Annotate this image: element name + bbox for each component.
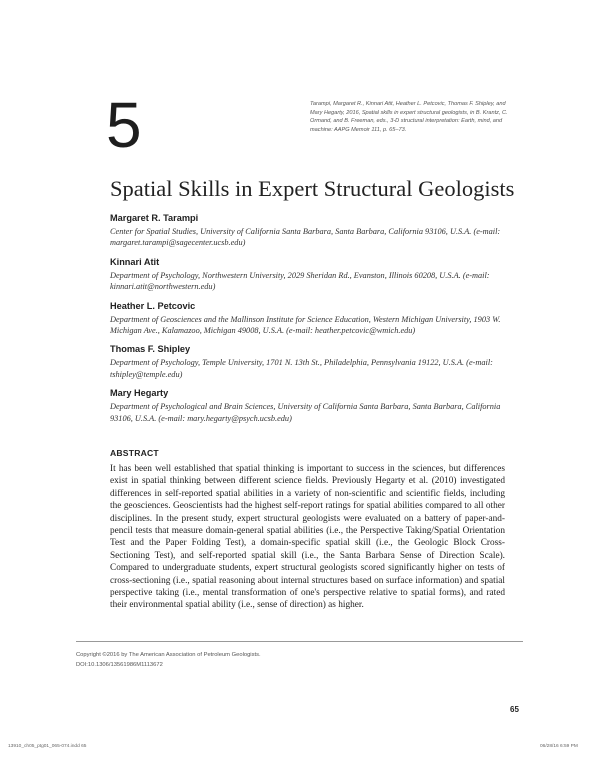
author-affiliation: Department of Psychology, Northwestern University, 2029 Sheridan Rd., Evanston, Illinois 60208, U.S.A. (e-mail: kinnari.atit@northwestern.edu) <box>110 270 490 292</box>
author-entry <box>110 343 510 380</box>
author-name: Margaret R. Tarampi <box>110 213 199 223</box>
print-slug-date: 06/28/16 6:59 PM <box>540 744 578 749</box>
copyright-block <box>76 650 261 670</box>
author-list <box>110 212 510 431</box>
author-name: Thomas F. Shipley <box>110 344 191 355</box>
author-name: Heather L. Petcovic <box>110 300 196 311</box>
author-name: Kinnari Atit <box>110 256 160 267</box>
author-affiliation: Department of Psychology, Temple University, 1701 N. 13th St., Philadelphia, Pennsylvania 19122, U.S.A. (e-mail: tshipley@temple.edu) <box>110 358 493 379</box>
author-entry <box>110 212 510 249</box>
footer-divider <box>76 641 523 642</box>
copyright-notice: Copyright ©2016 by The American Association of Petroleum Geologists. <box>76 652 261 658</box>
abstract-heading: ABSTRACT <box>110 448 159 458</box>
author-entry <box>110 256 510 293</box>
author-affiliation: Center for Spatial Studies, University of California Santa Barbara, Santa Barbara, California 93106, U.S.A. (e-mail: margaret.tarampi@sagecenter.ucsb.edu) <box>110 227 501 248</box>
abstract-body: It has been well established that spatial thinking is important to success in the sciences, but differences exist in spatial thinking between different science fields. Previously Hegarty et al. (2010) investigated differences in self-reported spatial abilities in a variety of non-scientific and scientific fields, including the geosciences. Geoscientists had the highest self-report ratings for spatial abilities compared to all other disciplines. In the present study, expert structural geologists were evaluated on a battery of paper-and-pencil tests that measure domain-general spatial abilities (i.e., the Perspective Taking/Spatial Orientation Test and the Paper Folding Test), a domain-specific spatial skill (i.e., the Geologic Block Cross-Sectioning Test), and self-reported spatial skill (i.e., the Santa Barbara Sense of Direction Scale). Compared to undergraduate students, expert structural geologists scored significantly higher on tests of cross-sectioning (i.e., spatial reasoning about internal structures based on surface information) and spatial perspective taking (i.e., mental transformation of one's perspective relative to spatial forms), and rated their environmental spatial ability (i.e., sense of direction) as higher. <box>110 464 505 611</box>
chapter-number: 5 <box>106 89 142 161</box>
print-slug-file: 13910_ch05_ptg01_065-074.indd 65 <box>8 744 87 749</box>
author-entry <box>110 300 510 337</box>
page-number: 65 <box>510 705 519 714</box>
doi-text: DOI:10.1306/13561986M1113672 <box>76 662 163 668</box>
author-name: Mary Hegarty <box>110 388 169 399</box>
author-affiliation: Department of Psychological and Brain Sciences, University of California Santa Barbara, Santa Barbara, California 93106, U.S.A. (e-mail: mary.hegarty@psych.ucsb.edu) <box>110 402 501 423</box>
chapter-citation: Tarampi, Margaret R., Kinnari Atit, Heather L. Petcovic, Thomas F. Shipley, and Mary Hegarty, 2016, Spatial skills in expert structural geologists, in B. Krantz, C. Ormand, and B. Freeman, eds., 3-D structural interpretation: Earth, mind, and machine: AAPG Memoir 111, p. 65–73. <box>310 101 508 133</box>
author-entry <box>110 387 510 424</box>
chapter-title: Spatial Skills in Expert Structural Geologists <box>110 176 515 201</box>
author-affiliation: Department of Geosciences and the Mallinson Institute for Science Education, Western Michigan University, 1903 W. Michigan Ave., Kalamazoo, Michigan 49008, U.S.A. (e-mail: heather.petcovic@wmich.edu) <box>110 314 501 336</box>
